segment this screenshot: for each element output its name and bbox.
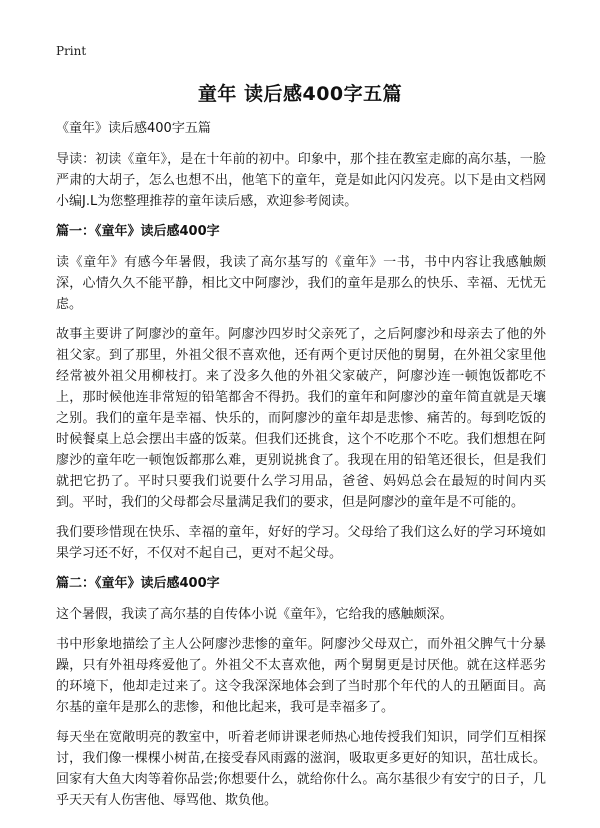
- document-subtitle: 《童年》读后感400字五篇: [56, 121, 211, 136]
- paragraph: 读《童年》有感今年暑假，我读了高尔基写的《童年》一书，书中内容让我感触颇深，心情久久不能平静，相比文中阿廖沙，我们的童年是那么的快乐、幸福、无忧无虑。: [56, 255, 546, 312]
- intro-paragraph: 导读：初读《童年》，是在十年前的初中。印象中，那个挂在教室走廊的高尔基，一脸严肃的大胡子，怎么也想不出，他笔下的童年，竟是如此闪闪发亮。以下是由文档网小编J.L为您整理推荐的童年读后感，欢迎参考阅读。: [56, 152, 546, 209]
- section-1: [56, 221, 546, 564]
- print-link[interactable]: Print: [56, 44, 87, 58]
- paragraph: 每天坐在宽敞明亮的教室中，听着老师讲课老师热心地传授我们知识，同学们互相探讨，我们像一棵棵小树苗,在接受春风雨露的滋润，吸取更多更好的知识，茁壮成长。回家有大鱼大肉等着你品尝;你想要什么，就给你什么。高尔基很少有安宁的日子，几乎天天有人伤害他、辱骂他、欺负他。: [56, 730, 546, 808]
- document-title: 童年 读后感400字五篇: [197, 83, 403, 105]
- paragraph: 书中形象地描绘了主人公阿廖沙悲惨的童年。阿廖沙父母双亡，而外祖父脾气十分暴躁，只有外祖母疼爱他了。外祖父不太喜欢他，两个舅舅更是讨厌他。就在这样恶劣的环境下，他却走过来了。这令我深深地体会到了当时那个年代的人的丑陋面目。高尔基的童年是那么的悲惨，和他比起来，我可是幸福多了。: [56, 637, 546, 715]
- section-heading: 篇一：《童年》读后感400字: [56, 224, 220, 239]
- paragraph: 这个暑假，我读了高尔基的自传体小说《童年》，它给我的感触颇深。: [56, 607, 453, 622]
- paragraph: 我们要珍惜现在快乐、幸福的童年，好好的学习。父母给了我们这么好的学习环境如果学习还不好，不仅对不起自己，更对不起父母。: [56, 525, 546, 561]
- paragraph: 故事主要讲了阿廖沙的童年。阿廖沙四岁时父亲死了，之后阿廖沙和母亲去了他的外祖父家。到了那里，外祖父很不喜欢他，还有两个更讨厌他的舅舅，在外祖父家里他经常被外祖父用柳枝打。来了没多久他的外祖父家破产，阿廖沙连一顿饱饭都吃不上，那时候他连非常短的铅笔都舍不得扔。我们的童年和阿廖沙的童年简直就是天壤之别。我们的童年是幸福、快乐的，而阿廖沙的童年却是悲惨、痛苦的。每到吃饭的时候餐桌上总会摆出丰盛的饭菜。但我们还挑食，这个不吃那个不吃。我们想想在阿廖沙的童年吃一顿饱饭都那么难，更别说挑食了。我现在用的铅笔还很长，但是我们就把它扔了。平时只要我们说要什么学习用品，爸爸、妈妈总会在最短的时间内买到。平时，我们的父母都会尽量满足我们的要求，但是阿廖沙的童年是不可能的。: [56, 327, 546, 510]
- section-2: [56, 573, 546, 811]
- document-body: [56, 118, 546, 820]
- section-heading: 篇二：《童年》读后感400字: [56, 576, 220, 591]
